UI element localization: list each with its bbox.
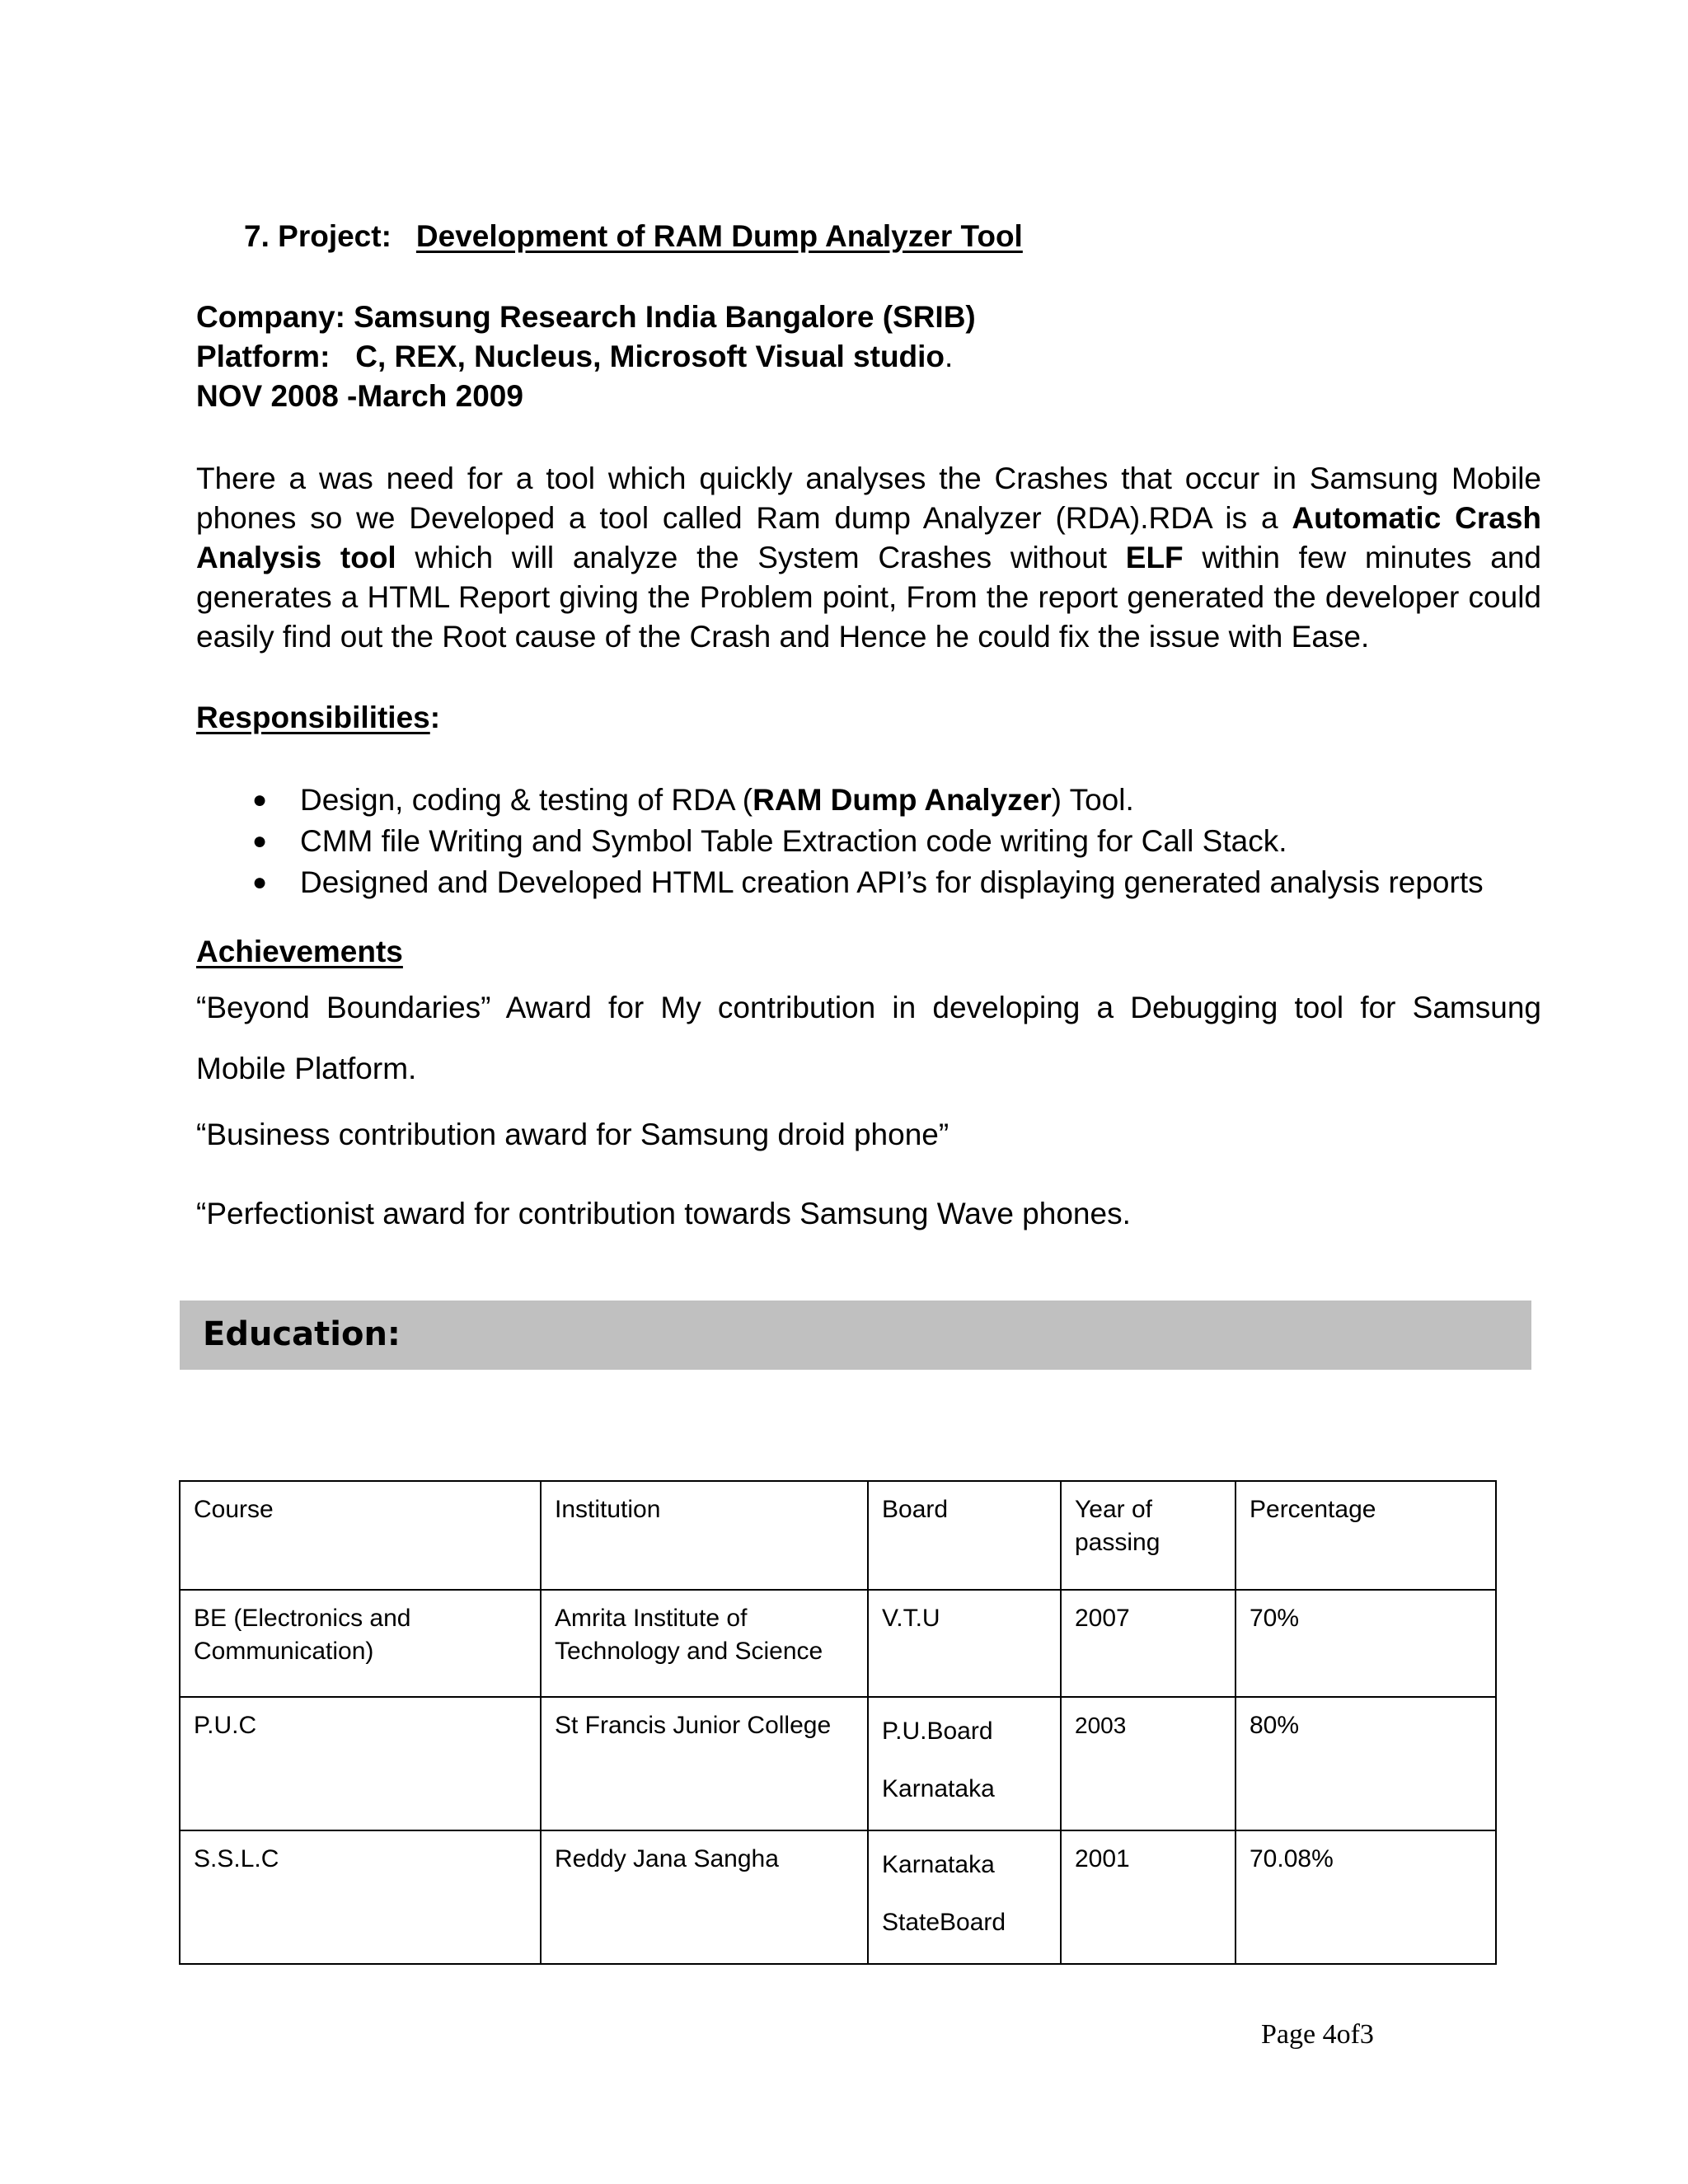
description-text-3: within few minutes and generates a HTML Report giving the Problem point, From the report generated the developer could easily find out the Root cause of the Crash and Hence he could fix the issue with Ease. xyxy=(196,541,1541,654)
course-cell: S.S.L.C xyxy=(180,1830,541,1964)
table-row xyxy=(180,1590,1496,1697)
page-number: Page 4of3 xyxy=(1261,2019,1374,2050)
list-item: ● Designed and Developed HTML creation API’s for displaying generated analysis reports xyxy=(196,862,1484,903)
percentage-cell: 70% xyxy=(1236,1590,1496,1697)
project-title: Development of RAM Dump Analyzer Tool xyxy=(415,219,1023,253)
board-cell: V.T.U xyxy=(868,1590,1061,1697)
institution-cell: Reddy Jana Sangha xyxy=(541,1830,868,1964)
platform-line: Platform: C, REX, Nucleus, Microsoft Visual studio. xyxy=(196,340,954,373)
course-cell: BE (Electronics and Communication) xyxy=(180,1590,541,1697)
platform-value: C, REX, Nucleus, Microsoft Visual studio xyxy=(355,340,945,373)
achievement-item: “Beyond Boundaries” Award for My contribution in developing a Debugging tool for Samsung Mobile Platform. xyxy=(196,991,1541,1085)
bullet-icon: ● xyxy=(252,827,268,855)
column-header: Course xyxy=(180,1481,541,1590)
achievements-heading: Achievements xyxy=(196,935,403,968)
column-header: Percentage xyxy=(1236,1481,1496,1590)
achievement-item: “Business contribution award for Samsung droid phone” xyxy=(196,1118,950,1151)
year-cell: 2003 xyxy=(1061,1697,1236,1830)
project-heading xyxy=(244,219,1023,254)
table-header-row xyxy=(180,1481,1496,1590)
table-row xyxy=(180,1697,1496,1830)
column-header: Institution xyxy=(541,1481,868,1590)
board-cell: P.U.Board Karnataka xyxy=(868,1697,1061,1830)
achievement-item: “Perfectionist award for contribution towards Samsung Wave phones. xyxy=(196,1197,1131,1230)
description-text-1: There a was need for a tool which quickly analyses the Crashes that occur in Samsung Mobile phones so we Developed a tool called Ram dump Analyzer (RDA).RDA is a xyxy=(196,462,1541,535)
percentage-cell: 80% xyxy=(1236,1697,1496,1830)
responsibilities-heading: Responsibilities: xyxy=(196,701,441,734)
percentage-cell: 70.08% xyxy=(1236,1830,1496,1964)
responsibilities-list xyxy=(196,780,1484,903)
institution-cell: Amrita Institute of Technology and Science xyxy=(541,1590,868,1697)
year-cell: 2007 xyxy=(1061,1590,1236,1697)
year-cell: 2001 xyxy=(1061,1830,1236,1964)
column-header: Year of passing xyxy=(1061,1481,1236,1590)
description-text-2: which will analyze the System Crashes without xyxy=(396,541,1126,574)
platform-label: Platform: xyxy=(196,340,331,373)
project-period: NOV 2008 -March 2009 xyxy=(196,379,523,413)
project-number-label: 7. Project: xyxy=(244,219,392,253)
column-header: Board xyxy=(868,1481,1061,1590)
project-description xyxy=(196,459,1541,657)
course-cell: P.U.C xyxy=(180,1697,541,1830)
list-item: ● Design, coding & testing of RDA (RAM Dump Analyzer) Tool. xyxy=(196,780,1484,821)
description-bold-2: ELF xyxy=(1125,541,1184,574)
education-heading: Education: xyxy=(203,1315,401,1353)
education-section-header xyxy=(180,1301,1531,1370)
institution-cell: St Francis Junior College xyxy=(541,1697,868,1830)
list-item: ● CMM file Writing and Symbol Table Extraction code writing for Call Stack. xyxy=(196,821,1484,862)
bullet-icon: ● xyxy=(252,869,268,896)
company-line: Company: Samsung Research India Bangalore (SRIB) xyxy=(196,300,976,334)
description-bold-1: Automatic Crash Analysis tool xyxy=(196,501,1541,574)
table-row xyxy=(180,1830,1496,1964)
board-cell: Karnataka StateBoard xyxy=(868,1830,1061,1964)
education-table xyxy=(179,1480,1497,1965)
bullet-icon: ● xyxy=(252,786,268,813)
